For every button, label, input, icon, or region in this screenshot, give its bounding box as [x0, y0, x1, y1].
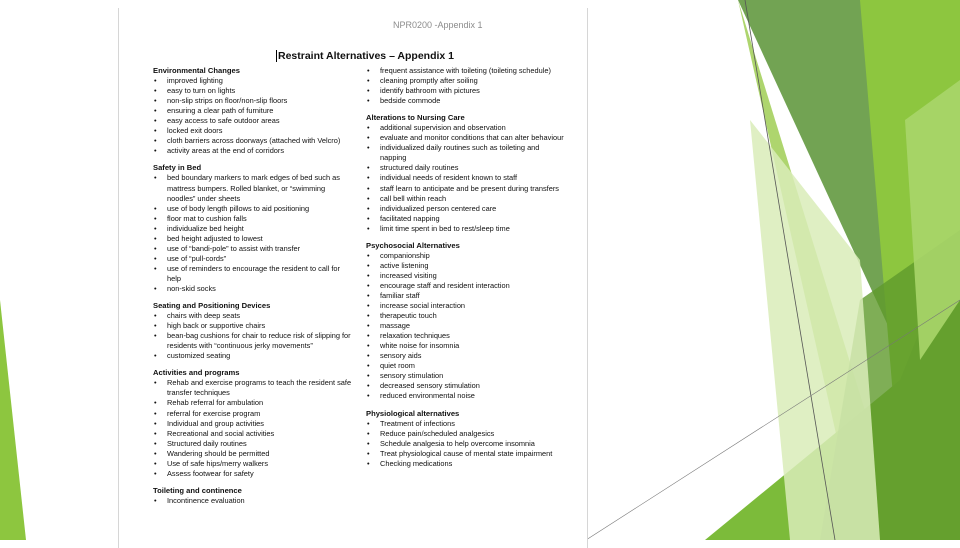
- list-item-text: easy access to safe outdoor areas: [167, 116, 280, 126]
- list-item-text: easy to turn on lights: [167, 86, 236, 96]
- list-item-text: cloth barriers across doorways (attached with Velcro): [167, 136, 341, 146]
- section-heading: Safety in Bed: [153, 163, 202, 173]
- list-item-text: high back or supportive chairs: [167, 321, 266, 331]
- list-item-text: floor mat to cushion falls: [167, 213, 247, 223]
- list-item: [366, 173, 566, 183]
- list-item-text: increased visiting: [380, 270, 437, 280]
- list-item: [153, 419, 353, 429]
- bullet-icon: •: [154, 283, 157, 293]
- bullet-icon: •: [154, 223, 157, 233]
- list-item: [153, 224, 353, 234]
- list-item: [153, 116, 353, 126]
- bullet-icon: •: [367, 448, 370, 458]
- list-item: [153, 214, 353, 224]
- bullet-icon: •: [367, 418, 370, 428]
- bullet-icon: •: [154, 76, 157, 86]
- list-item: [366, 311, 566, 321]
- bullet-icon: •: [367, 193, 370, 203]
- list-item-text: ensuring a clear path of furniture: [167, 106, 274, 116]
- list-item: [366, 459, 566, 469]
- list-item: [153, 459, 353, 469]
- list-item: [366, 341, 566, 351]
- bullet-icon: •: [367, 260, 370, 270]
- list-item-text: therapeutic touch: [380, 311, 437, 321]
- list-item: [366, 381, 566, 391]
- list-item: [366, 194, 566, 204]
- list-item: [366, 351, 566, 361]
- list-item-text: locked exit doors: [167, 126, 223, 136]
- list-item-text: increase social interaction: [380, 301, 466, 311]
- section: [153, 66, 353, 156]
- list-item: [153, 173, 353, 203]
- bullet-icon: •: [367, 351, 370, 361]
- list-item: [366, 123, 566, 133]
- list-item: [153, 449, 353, 459]
- list-item-text: Reduce pain/scheduled analgesics: [380, 428, 495, 438]
- bullet-icon: •: [367, 173, 370, 183]
- list-item: [366, 449, 566, 459]
- list-item-text: Use of safe hips/merry walkers: [167, 458, 269, 468]
- list-item-text: sensory aids: [380, 351, 422, 361]
- bullet-icon: •: [367, 133, 370, 143]
- right-column: [366, 66, 566, 476]
- list-item-text: Individual and group activities: [167, 418, 264, 428]
- list-item-text: reduced environmental noise: [380, 391, 475, 401]
- list-item: [366, 86, 566, 96]
- list-item-text: use of body length pillows to aid positioning: [167, 203, 310, 213]
- list-item: [153, 244, 353, 254]
- section: [366, 113, 566, 234]
- list-item-text: activity areas at the end of corridors: [167, 146, 285, 156]
- list-item: [153, 311, 353, 321]
- list-item-text: call bell within reach: [380, 193, 447, 203]
- list-item: [153, 234, 353, 244]
- list-item-text: limit time spent in bed to rest/sleep time: [380, 223, 510, 233]
- list-item-text: Treat physiological cause of mental state impairment: [380, 448, 553, 458]
- list-item-text: frequent assistance with toileting (toileting schedule): [380, 66, 551, 75]
- list-item-text: bed boundary markers to mark edges of bed such as mattress bumpers. Rolled blanket, or “swimming noodles” under sheets: [167, 173, 340, 203]
- bullet-icon: •: [367, 280, 370, 290]
- list-item-text: structured daily routines: [380, 163, 459, 173]
- bullet-icon: •: [154, 146, 157, 156]
- section: [366, 66, 566, 106]
- bullet-icon: •: [154, 311, 157, 321]
- list-item: [366, 76, 566, 86]
- list-item-text: relaxation techniques: [380, 331, 450, 341]
- list-item: [153, 378, 353, 398]
- list-item-text: non-skid socks: [167, 283, 216, 293]
- section-heading: Seating and Positioning Devices: [153, 301, 271, 311]
- section-heading: Alterations to Nursing Care: [366, 113, 465, 123]
- bullet-icon: •: [154, 116, 157, 126]
- list-item-text: white noise for insomnia: [380, 341, 460, 351]
- bullet-icon: •: [154, 126, 157, 136]
- list-item: [153, 429, 353, 439]
- bullet-icon: •: [154, 321, 157, 331]
- list-item: [153, 351, 353, 361]
- document-title: Restraint Alternatives – Appendix 1: [278, 50, 455, 62]
- list-item-text: individualized daily routines such as toileting and napping: [380, 143, 540, 163]
- list-item: [153, 398, 353, 408]
- list-item-text: evaluate and monitor conditions that can alter behaviour: [380, 133, 564, 143]
- list-item: [366, 163, 566, 173]
- list-item-text: non-slip strips on floor/non-slip floors: [167, 96, 288, 106]
- section-heading: Psychosocial Alternatives: [366, 240, 460, 250]
- list-item: [366, 361, 566, 371]
- bullet-icon: •: [154, 106, 157, 116]
- bullet-list: [153, 76, 353, 156]
- list-item: [153, 204, 353, 214]
- list-item: [153, 76, 353, 86]
- bullet-icon: •: [154, 418, 157, 428]
- bullet-icon: •: [367, 331, 370, 341]
- list-item-text: active listening: [380, 260, 429, 270]
- list-item-text: identify bathroom with pictures: [380, 86, 480, 96]
- bullet-icon: •: [154, 253, 157, 263]
- bullet-icon: •: [367, 123, 370, 133]
- section-heading: Activities and programs: [153, 368, 240, 378]
- list-item: [366, 301, 566, 311]
- list-item-text: massage: [380, 321, 410, 331]
- bullet-icon: •: [367, 438, 370, 448]
- section: [153, 301, 353, 361]
- list-item-text: improved lighting: [167, 76, 223, 86]
- list-item: [153, 126, 353, 136]
- list-item-text: bean-bag cushions for chair to reduce risk of slipping for residents with “continuous jerky movements”: [167, 331, 351, 351]
- bullet-icon: •: [154, 408, 157, 418]
- list-item-text: Schedule analgesia to help overcome insomnia: [380, 438, 535, 448]
- bullet-icon: •: [154, 173, 157, 183]
- list-item-text: referral for exercise program: [167, 408, 261, 418]
- bullet-icon: •: [154, 331, 157, 341]
- section: [153, 163, 353, 294]
- bullet-icon: •: [367, 361, 370, 371]
- bullet-icon: •: [154, 213, 157, 223]
- bullet-icon: •: [367, 183, 370, 193]
- bullet-icon: •: [367, 391, 370, 401]
- list-item: [366, 439, 566, 449]
- list-item: [153, 409, 353, 419]
- bullet-icon: •: [367, 301, 370, 311]
- bullet-icon: •: [367, 381, 370, 391]
- list-item-text: chairs with deep seats: [167, 311, 241, 321]
- list-item: [153, 469, 353, 479]
- bullet-icon: •: [367, 341, 370, 351]
- section-heading: Physiological alternatives: [366, 408, 460, 418]
- bullet-icon: •: [367, 428, 370, 438]
- list-item: [366, 291, 566, 301]
- document-header: NPR0200 -Appendix 1: [393, 20, 483, 30]
- list-item: [153, 86, 353, 96]
- section: [366, 409, 566, 469]
- list-item-text: Checking medications: [380, 458, 453, 468]
- document-page: [118, 8, 588, 548]
- bullet-icon: •: [367, 66, 370, 75]
- bullet-list: [153, 378, 353, 478]
- list-item-text: companionship: [380, 250, 430, 260]
- bullet-list: [366, 66, 566, 106]
- list-item: [366, 321, 566, 331]
- bullet-icon: •: [367, 163, 370, 173]
- bullet-list: [153, 311, 353, 361]
- bullet-icon: •: [154, 263, 157, 273]
- bullet-list: [366, 123, 566, 234]
- list-item: [153, 331, 353, 351]
- list-item: [153, 439, 353, 449]
- list-item: [153, 321, 353, 331]
- bullet-icon: •: [367, 143, 370, 153]
- list-item: [366, 224, 566, 234]
- list-item: [366, 143, 566, 163]
- list-item: [366, 371, 566, 381]
- bullet-icon: •: [154, 136, 157, 146]
- bullet-icon: •: [367, 250, 370, 260]
- bullet-icon: •: [367, 458, 370, 468]
- list-item: [366, 96, 566, 106]
- bullet-icon: •: [154, 438, 157, 448]
- list-item: [366, 204, 566, 214]
- list-item: [153, 284, 353, 294]
- bullet-list: [153, 173, 353, 294]
- bullet-icon: •: [154, 351, 157, 361]
- list-item-text: use of “pull-cords”: [167, 253, 227, 263]
- list-item-text: decreased sensory stimulation: [380, 381, 480, 391]
- list-item: [153, 136, 353, 146]
- bullet-icon: •: [367, 270, 370, 280]
- list-item: [153, 146, 353, 156]
- bullet-icon: •: [367, 321, 370, 331]
- bullet-icon: •: [154, 398, 157, 408]
- bullet-icon: •: [154, 86, 157, 96]
- section-heading: Environmental Changes: [153, 66, 240, 75]
- list-item-text: individualize bed height: [167, 223, 244, 233]
- list-item-text: Incontinence evaluation: [167, 495, 245, 505]
- list-item: [153, 96, 353, 106]
- list-item: [366, 429, 566, 439]
- section: [366, 241, 566, 402]
- bullet-icon: •: [154, 448, 157, 458]
- list-item-text: familiar staff: [380, 290, 420, 300]
- bullet-icon: •: [367, 371, 370, 381]
- list-item-text: encourage staff and resident interaction: [380, 280, 510, 290]
- bullet-icon: •: [154, 96, 157, 106]
- bullet-icon: •: [154, 378, 157, 388]
- list-item-text: Rehab referral for ambulation: [167, 398, 264, 408]
- bullet-list: [366, 419, 566, 469]
- bullet-icon: •: [367, 213, 370, 223]
- list-item: [153, 106, 353, 116]
- section: [153, 368, 353, 479]
- list-item-text: bed height adjusted to lowest: [167, 233, 263, 243]
- list-item-text: Rehab and exercise programs to teach the resident safe transfer techniques: [167, 378, 352, 398]
- list-item-text: sensory stimulation: [380, 371, 444, 381]
- list-item-text: Recreational and social activities: [167, 428, 275, 438]
- list-item-text: bedside commode: [380, 96, 441, 106]
- bullet-icon: •: [367, 203, 370, 213]
- list-item-text: individual needs of resident known to staff: [380, 173, 518, 183]
- bullet-icon: •: [154, 243, 157, 253]
- list-item: [366, 184, 566, 194]
- list-item-text: Structured daily routines: [167, 438, 247, 448]
- bullet-icon: •: [154, 495, 157, 505]
- list-item: [366, 261, 566, 271]
- bullet-icon: •: [154, 428, 157, 438]
- bullet-icon: •: [367, 290, 370, 300]
- list-item: [366, 214, 566, 224]
- bullet-list: [153, 496, 353, 506]
- list-item-text: staff learn to anticipate and be present during transfers: [380, 183, 559, 193]
- section: [153, 486, 353, 506]
- list-item: [366, 133, 566, 143]
- list-item-text: Treatment of infections: [380, 418, 455, 428]
- list-item: [366, 281, 566, 291]
- list-item: [366, 419, 566, 429]
- list-item-text: additional supervision and observation: [380, 123, 506, 133]
- bullet-icon: •: [367, 223, 370, 233]
- bullet-icon: •: [154, 468, 157, 478]
- left-accent-shape: [0, 300, 26, 540]
- list-item: [366, 271, 566, 281]
- bullet-icon: •: [367, 76, 370, 86]
- bullet-icon: •: [154, 203, 157, 213]
- list-item: [366, 251, 566, 261]
- bullet-icon: •: [367, 96, 370, 106]
- list-item: [366, 66, 566, 76]
- list-item-text: individualized person centered care: [380, 203, 497, 213]
- list-item-text: use of “bandi-pole” to assist with transfer: [167, 243, 301, 253]
- list-item-text: use of reminders to encourage the resident to call for help: [167, 263, 340, 283]
- list-item: [153, 254, 353, 264]
- list-item-text: facilitated napping: [380, 213, 440, 223]
- bullet-icon: •: [367, 86, 370, 96]
- left-column: [153, 66, 353, 513]
- list-item: [366, 331, 566, 341]
- list-item-text: Assess footwear for safety: [167, 468, 254, 478]
- section-heading: Toileting and continence: [153, 485, 242, 495]
- list-item-text: customized seating: [167, 351, 231, 361]
- list-item-text: quiet room: [380, 361, 415, 371]
- list-item-text: cleaning promptly after soiling: [380, 76, 478, 86]
- list-item: [153, 264, 353, 284]
- bullet-icon: •: [154, 233, 157, 243]
- list-item: [366, 391, 566, 401]
- bullet-list: [366, 251, 566, 402]
- list-item-text: Wandering should be permitted: [167, 448, 270, 458]
- bullet-icon: •: [367, 311, 370, 321]
- bullet-icon: •: [154, 458, 157, 468]
- list-item: [153, 496, 353, 506]
